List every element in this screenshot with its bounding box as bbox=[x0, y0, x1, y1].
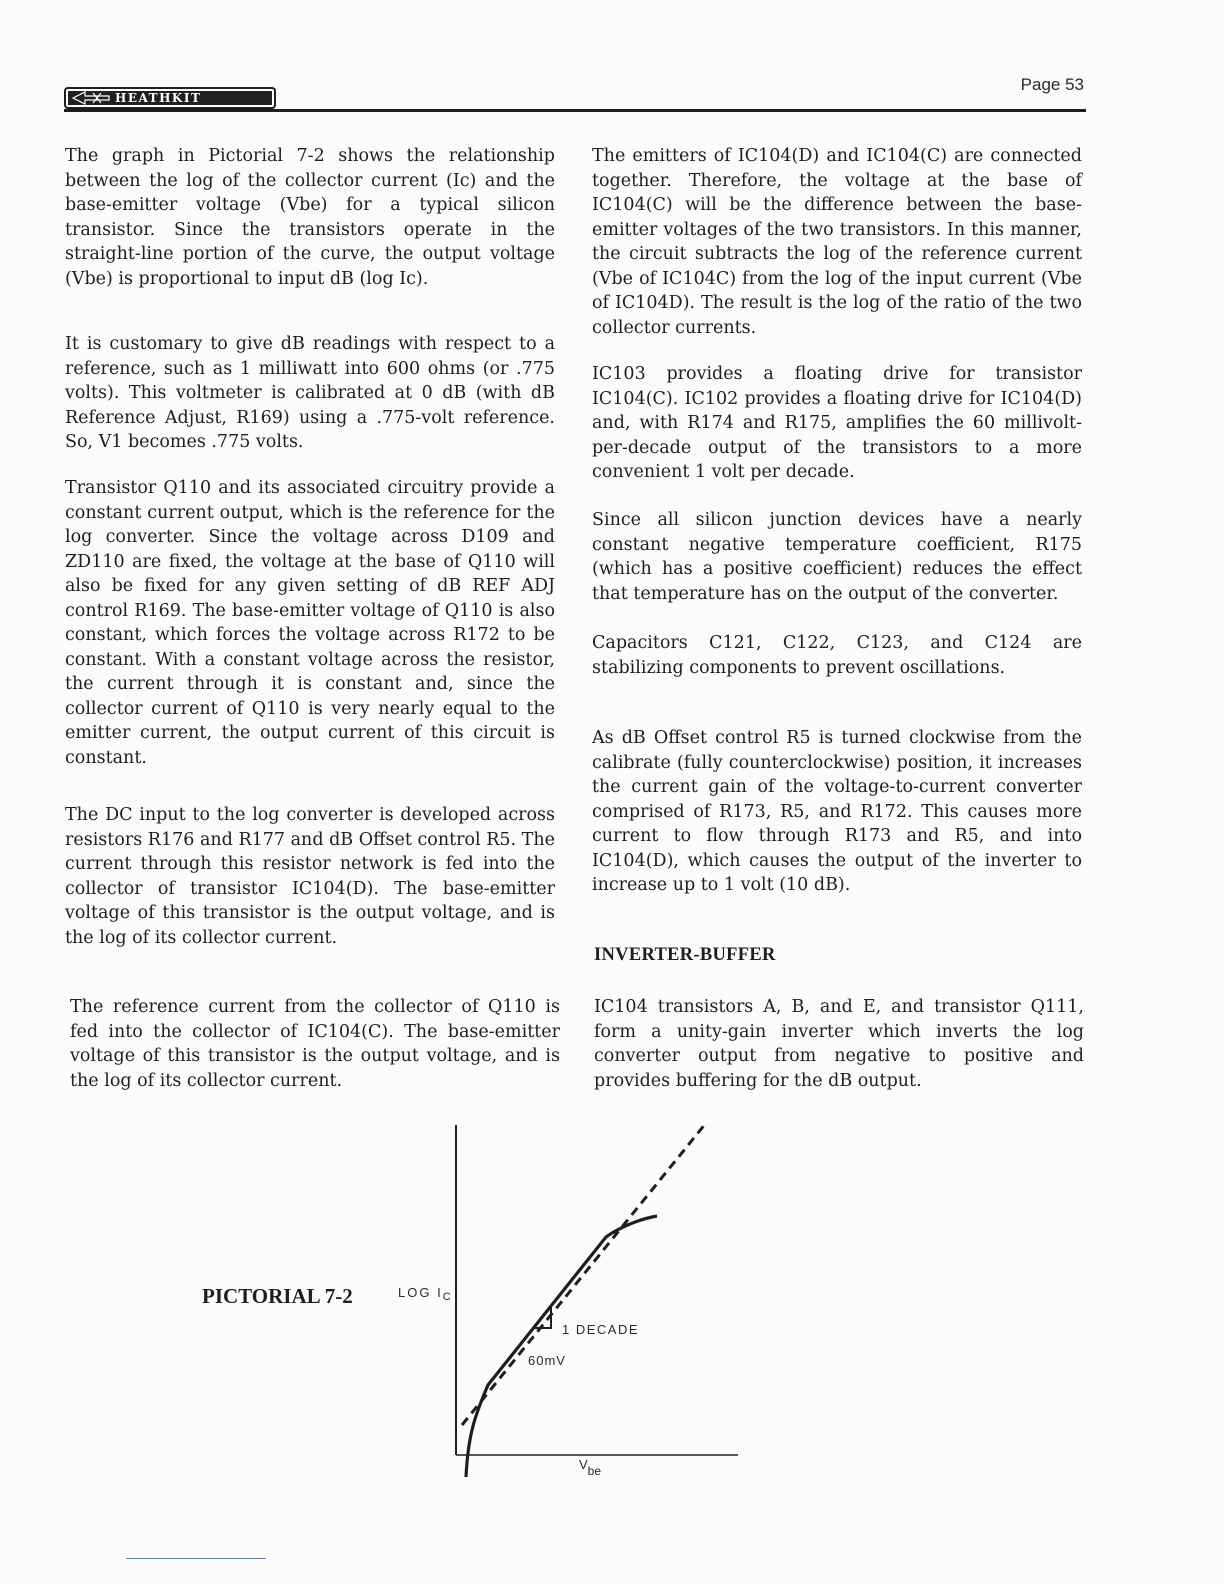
heathkit-logo bbox=[64, 87, 276, 109]
left-paragraph-1: The graph in Pictorial 7-2 shows the relationship between the log of the collector current (Ic) and the base-emitter voltage (Vbe) for a typical silicon transistor. Since the transistors operate in the straight-line portion of the curve, the output voltage (Vbe) is proportional to input dB (log Ic). bbox=[65, 146, 555, 289]
brand-name: HEATHKIT bbox=[115, 91, 202, 105]
left-paragraph-5: The reference current from the collector of Q110 is fed into the collector of IC104(C). The base-emitter voltage of this transistor is the output voltage, and is the log of its collector current. bbox=[70, 997, 560, 1091]
footer-line bbox=[126, 1558, 266, 1559]
right-paragraph-1: The emitters of IC104(D) and IC104(C) are connected together. Therefore, the voltage at the base of IC104(C) will be the difference between the base-emitter voltages of the two transistors. In this manner, the circuit subtracts the log of the reference current (Vbe of IC104C) from the log of the input current (Vbe of IC104D). The result is the log of the ratio of the two collector currents. bbox=[592, 146, 1082, 338]
header-rule bbox=[64, 109, 1086, 112]
right-paragraph-3: Since all silicon junction devices have a nearly constant negative temperature coefficient, R175 (which has a positive coefficient) reduces the effect that temperature has on the output of the converter. bbox=[592, 510, 1082, 604]
left-paragraph-3: Transistor Q110 and its associated circuitry provide a constant current output, which is the reference for the log converter. Since the voltage across D109 and ZD110 are fixed, the voltage at the base of Q110 will also be fixed for any given setting of dB REF ADJ control R169. The base-emitter voltage of Q110 is also constant, which forces the voltage across R172 to be constant. With a constant voltage across the resistor, the current through it is constant and, since the collector current of Q110 is very nearly equal to the emitter current, the output current of this circuit is constant. bbox=[65, 478, 555, 768]
straight-line-extension bbox=[462, 1123, 706, 1425]
right-paragraph-5: As dB Offset control R5 is turned clockwise from the calibrate (fully counterclockwise) position, it increases the current gain of the voltage-to-current converter comprised of R173, R5, and R172. This causes more current to flow through R173 and R5, and into IC104(D), which causes the output of the inverter to increase up to 1 volt (10 dB). bbox=[592, 728, 1082, 895]
right-paragraph-2: IC103 provides a floating drive for transistor IC104(C). IC102 provides a floating drive for IC104(D) and, with R174 and R175, amplifies the 60 millivolt-per-decade output of the transistors to a more convenient 1 volt per decade. bbox=[592, 364, 1082, 482]
heathkit-arrow-icon bbox=[71, 91, 111, 105]
section-heading: INVERTER-BUFFER bbox=[594, 945, 776, 965]
y-axis-label: LOG $I_C$ bbox=[398, 1285, 453, 1303]
left-paragraph-4: The DC input to the log converter is developed across resistors R176 and R177 and dB Offset control R5. The current through this resistor network is fed into the collector of transistor IC104(D). The base-emitter voltage of this transistor is the output voltage, and is the log of its collector current. bbox=[65, 805, 555, 948]
page-number: Page 53 bbox=[1020, 75, 1084, 94]
right-paragraph-4: Capacitors C121, C122, C123, and C124 are stabilizing components to prevent oscillations. bbox=[592, 633, 1082, 678]
decade-label: 1 DECADE bbox=[562, 1322, 640, 1337]
x-axis-label: Vbe bbox=[579, 1457, 602, 1478]
log-ic-vbe-graph bbox=[380, 1115, 780, 1495]
figure-caption: PICTORIAL 7-2 bbox=[202, 1284, 353, 1308]
section-paragraph: IC104 transistors A, B, and E, and transistor Q111, form a unity-gain inverter which inverts the log converter output from negative to positive and provides buffering for the dB output. bbox=[594, 997, 1084, 1091]
mv-label: 60mV bbox=[528, 1353, 566, 1368]
transfer-curve bbox=[466, 1216, 657, 1477]
left-paragraph-2: It is customary to give dB readings with respect to a reference, such as 1 milliwatt into 600 ohms (or .775 volts). This voltmeter is calibrated at 0 dB (with dB Reference Adjust, R169) using a .775-volt reference. So, V1 becomes .775 volts. bbox=[65, 334, 555, 452]
